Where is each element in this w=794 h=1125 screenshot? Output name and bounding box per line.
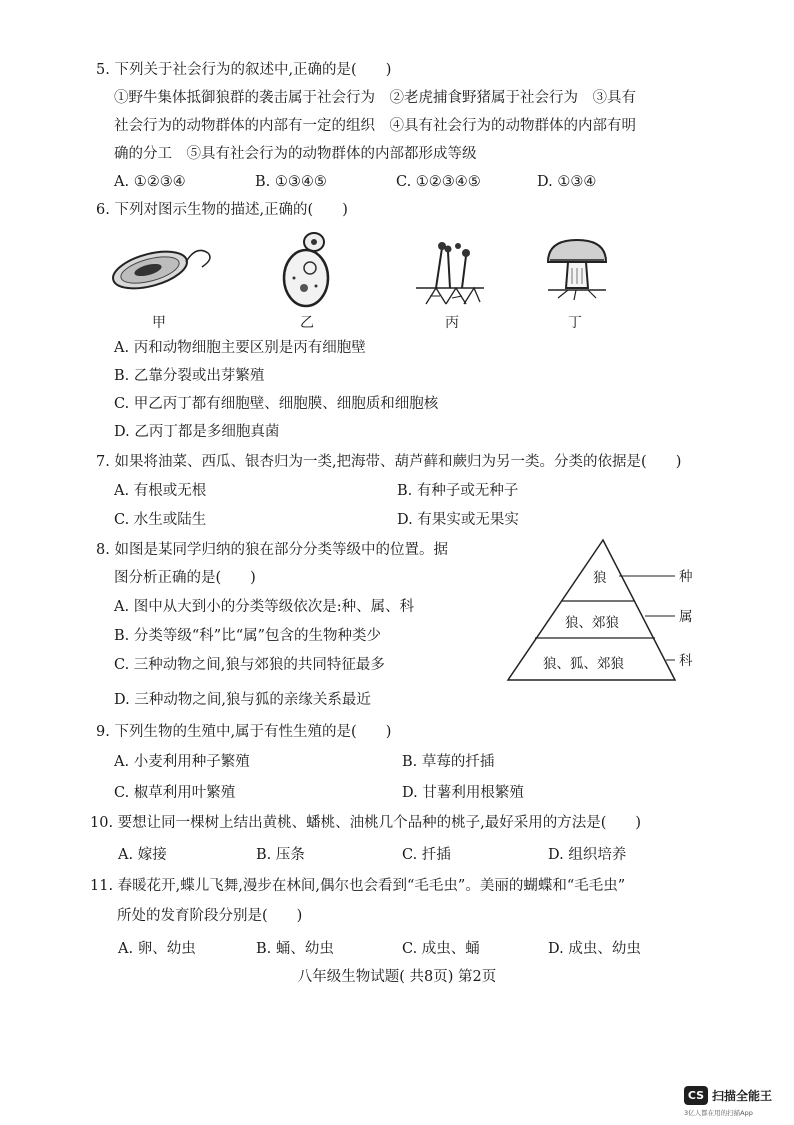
q5-statement-line-1: ①野牛集体抵御狼群的袭击属于社会行为 ②老虎捕食野猪属于社会行为 ③具有: [114, 90, 636, 106]
figure-label-bing: 丙: [445, 315, 459, 331]
pyramid-level-bottom: 狼、狐、郊狼: [543, 656, 624, 672]
q8-option-b: B. 分类等级“科”比“属”包含的生物种类少: [114, 628, 382, 644]
q9-option-c: C. 椒草利用叶繁殖: [114, 785, 236, 801]
camscanner-logo-icon: CS: [684, 1086, 708, 1105]
pyramid-level-middle: 狼、郊狼: [565, 615, 619, 631]
camscanner-tagline: 3亿人都在用的扫描App: [684, 1109, 753, 1117]
page-footer: 八年级生物试题( 共8页) 第2页: [297, 969, 497, 985]
mold-figure: [416, 238, 486, 308]
q9-option-a: A. 小麦利用种子繁殖: [114, 754, 250, 770]
q6-option-a: A. 丙和动物细胞主要区别是丙有细胞壁: [114, 340, 366, 356]
q11-option-d: D. 成虫、幼虫: [548, 941, 641, 957]
q9-option-d: D. 甘薯利用根繁殖: [402, 785, 524, 801]
mushroom-figure: [544, 238, 610, 302]
q5-statement-line-3: 确的分工 ⑤具有社会行为的动物群体的内部都形成等级: [114, 146, 477, 162]
q9-option-b: B. 草莓的扦插: [402, 754, 495, 770]
q5-statement-line-2: 社会行为的动物群体的内部有一定的组织 ④具有社会行为的动物群体的内部有明: [114, 118, 636, 134]
q9-stem: 9. 下列生物的生殖中,属于有性生殖的是( ): [96, 724, 392, 740]
taxonomy-pyramid: [505, 538, 700, 683]
q8-stem-line-1: 8. 如图是某同学归纳的狼在部分分类等级中的位置。据: [96, 542, 448, 558]
q8-option-d: D. 三种动物之间,狼与狐的亲缘关系最近: [114, 692, 371, 708]
q10-option-b: B. 压条: [256, 847, 305, 863]
q11-stem-line-2: 所处的发育阶段分别是( ): [117, 908, 303, 924]
q7-stem: 7. 如果将油菜、西瓜、银杏归为一类,把海带、葫芦藓和蕨归为另一类。分类的依据是( ): [96, 454, 682, 470]
q10-stem: 10. 要想让同一棵树上结出黄桃、蟠桃、油桃几个品种的桃子,最好采用的方法是( ): [90, 815, 642, 831]
q7-option-b: B. 有种子或无种子: [397, 483, 519, 499]
q8-option-a: A. 图中从大到小的分类等级依次是:种、属、科: [114, 599, 415, 615]
rank-label-species: 种: [679, 569, 693, 585]
bacterium-figure: [108, 245, 218, 295]
pyramid-level-top: 狼: [593, 570, 607, 586]
yeast-figure: [278, 230, 338, 310]
figure-label-ding: 丁: [568, 315, 582, 331]
q6-option-b: B. 乙靠分裂或出芽繁殖: [114, 368, 265, 384]
q10-option-c: C. 扦插: [402, 847, 451, 863]
q5-option-d: D. ①③④: [537, 174, 597, 190]
q11-option-c: C. 成虫、蛹: [402, 941, 480, 957]
q6-stem: 6. 下列对图示生物的描述,正确的( ): [96, 202, 348, 218]
q8-option-c: C. 三种动物之间,狼与郊狼的共同特征最多: [114, 657, 385, 673]
q7-option-a: A. 有根或无根: [114, 483, 207, 499]
q10-option-a: A. 嫁接: [118, 847, 167, 863]
q5-stem: 5. 下列关于社会行为的叙述中,正确的是( ): [96, 62, 392, 78]
figure-label-yi: 乙: [300, 315, 314, 331]
q6-option-d: D. 乙丙丁都是多细胞真菌: [114, 424, 280, 440]
rank-label-family: 科: [679, 653, 693, 669]
q5-option-a: A. ①②③④: [114, 174, 186, 190]
q11-option-a: A. 卵、幼虫: [118, 941, 196, 957]
rank-label-genus: 属: [679, 609, 693, 625]
q5-option-c: C. ①②③④⑤: [396, 174, 481, 190]
camscanner-name: 扫描全能王: [712, 1089, 773, 1103]
q10-option-d: D. 组织培养: [548, 847, 627, 863]
q8-stem-line-2: 图分析正确的是( ): [114, 570, 256, 586]
q11-option-b: B. 蛹、幼虫: [256, 941, 334, 957]
figure-label-jia: 甲: [152, 315, 166, 331]
q7-option-d: D. 有果实或无果实: [397, 512, 519, 528]
q6-option-c: C. 甲乙丙丁都有细胞壁、细胞膜、细胞质和细胞核: [114, 396, 439, 412]
q11-stem-line-1: 11. 春暖花开,蝶儿飞舞,漫步在林间,偶尔也会看到“毛毛虫”。美丽的蝴蝶和“毛毛虫”: [90, 878, 626, 894]
q5-option-b: B. ①③④⑤: [255, 174, 327, 190]
q7-option-c: C. 水生或陆生: [114, 512, 207, 528]
